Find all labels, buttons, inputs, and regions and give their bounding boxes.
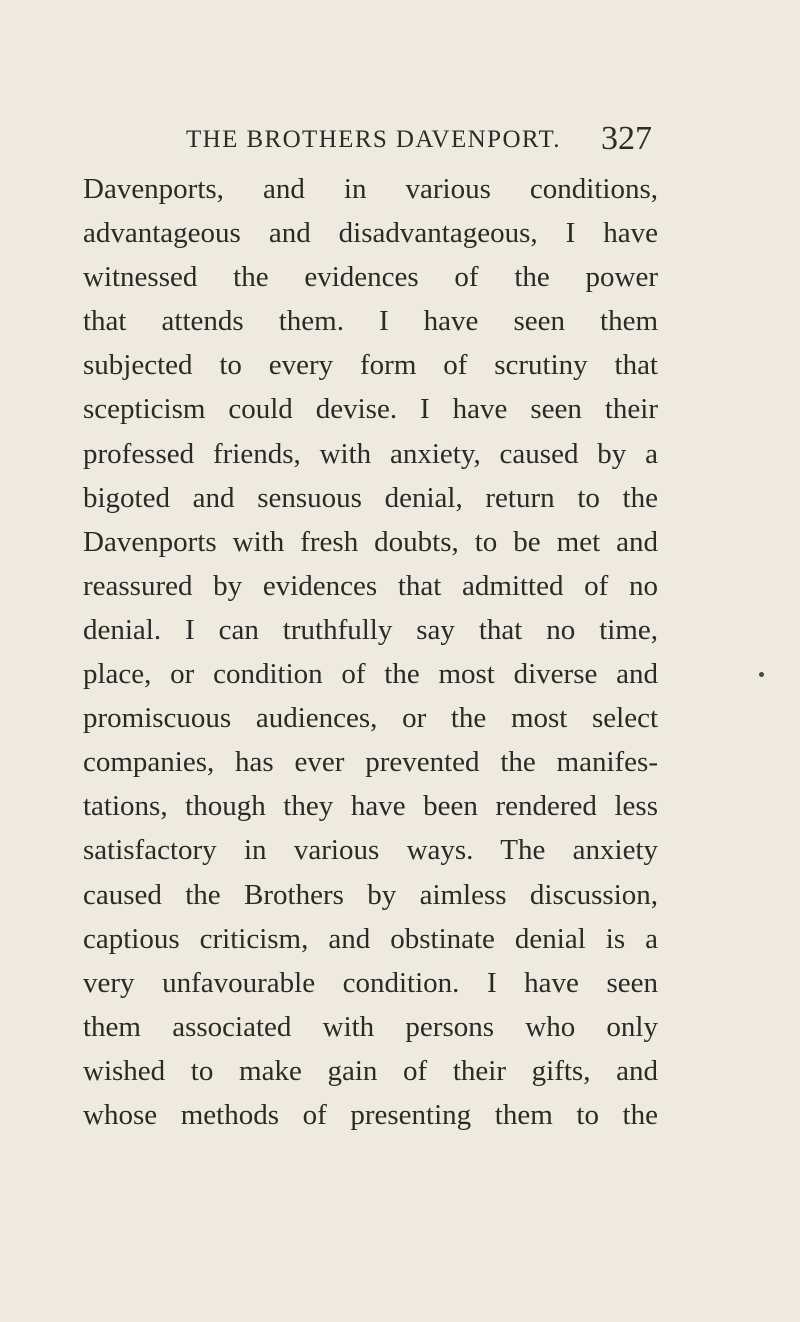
text-line: caused the Brothers by aimless discussion,: [83, 878, 658, 911]
text-line: bigoted and sensuous denial, return to the: [83, 481, 658, 514]
text-line: Davenports with fresh doubts, to be met and: [83, 525, 658, 558]
text-line: scepticism could devise. I have seen their: [83, 393, 658, 426]
text-line: promiscuous audiences, or the most select: [83, 702, 658, 735]
text-line: place, or condition of the most diverse and: [83, 658, 658, 691]
body-text: [83, 167, 658, 1137]
text-line: Davenports, and in various conditions,: [83, 173, 658, 205]
margin-mark: [759, 672, 764, 677]
text-line: denial. I can truthfully say that no time,: [83, 613, 658, 646]
text-line: witnessed the evidences of the power: [83, 261, 658, 294]
text-line: very unfavourable condition. I have seen: [83, 966, 658, 999]
running-title: THE BROTHERS DAVENPORT.: [186, 126, 561, 153]
text-line: reassured by evidences that admitted of no: [83, 569, 658, 602]
text-line: whose methods of presenting them to the: [83, 1098, 658, 1131]
text-line: captious criticism, and obstinate denial is a: [83, 922, 658, 955]
text-line: companies, has ever prevented the manifes-: [83, 746, 658, 779]
text-line: professed friends, with anxiety, caused by a: [83, 437, 658, 470]
text-line: them associated with persons who only: [83, 1010, 658, 1043]
text-line: wished to make gain of their gifts, and: [83, 1054, 658, 1087]
text-line: subjected to every form of scrutiny that: [83, 349, 658, 382]
text-line: that attends them. I have seen them: [83, 305, 658, 338]
text-line: tations, though they have been rendered less: [83, 790, 658, 823]
running-head: [186, 120, 656, 157]
text-line: satisfactory in various ways. The anxiety: [83, 834, 658, 867]
page-number: 327: [601, 120, 652, 157]
text-line: advantageous and disadvantageous, I have: [83, 217, 658, 250]
